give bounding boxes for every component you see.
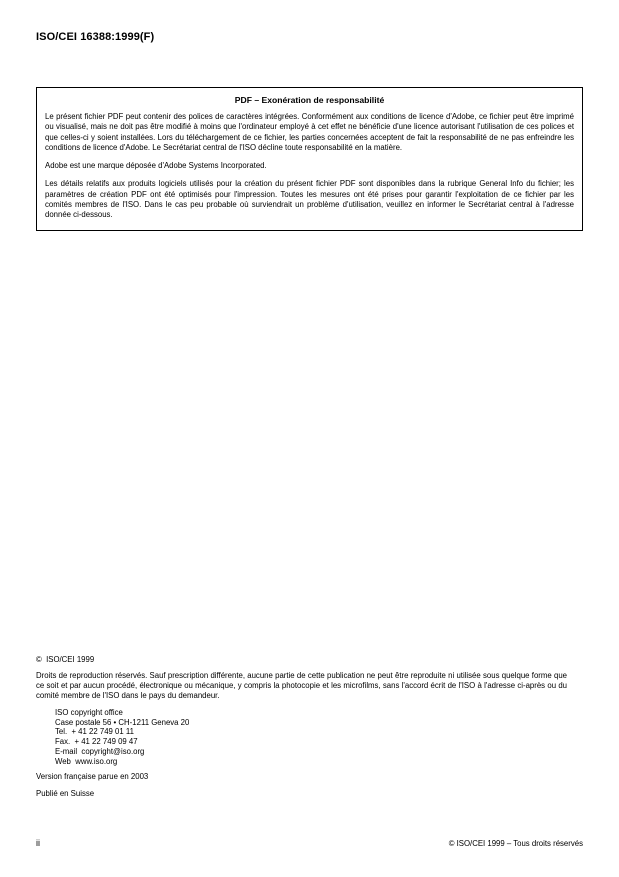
address-line-postal: Case postale 56 • CH-1211 Geneva 20 (55, 717, 190, 727)
address-line-web: Web www.iso.org (55, 756, 118, 766)
published-line: Publié en Suisse (36, 789, 95, 799)
address-line-tel: Tel. + 41 22 749 01 11 (55, 727, 134, 737)
document-reference: ISO/CEI 16388:1999(F) (36, 31, 155, 43)
disclaimer-title: PDF – Exonération de responsabilité (234, 95, 385, 105)
address-line-email: E-mail copyright@iso.org (55, 746, 145, 756)
pdf-disclaimer-box (36, 87, 583, 231)
address-line-office: ISO copyright office (55, 708, 123, 717)
page-number: ii (36, 838, 40, 848)
footer-copyright: © ISO/CEI 1999 – Tous droits réservés (448, 839, 583, 848)
iso-address-block (55, 708, 567, 766)
rights-paragraph: Droits de reproduction réservés. Sauf prescription différente, aucune partie de cette publication ne peut être reproduite ni utilisée sous quelque forme que ce soit et par aucun procédé, électronique ou mécanique, y compris la photocopie et les microfilms, sans l'accord écrit de l'ISO à l'adresse ci-après ou du comité membre de l'ISO dans le pays du demandeur. (36, 671, 567, 700)
disclaimer-paragraph-1: Le présent fichier PDF peut contenir des polices de caractères intégrées. Conformément aux conditions de licence d'Adobe, ce fichier peut être imprimé ou visualisé, mais ne doit pas être modifié à moins que l'ordinateur employé à cet effet ne bénéficie d'une licence autorisant l'utilisation de ces polices et que celles-ci y soient installées. Lors du téléchargement de ce fichier, les parties concernées acceptent de fait la responsabilité de ne pas enfreindre les conditions de licence d'Adobe. Le Secrétariat central de l'ISO décline toute responsabilité en la matière. (45, 112, 574, 152)
disclaimer-paragraph-3: Les détails relatifs aux produits logiciels utilisés pour la création du présent fichier PDF sont disponibles dans la rubrique General Info du fichier; les paramètres de création PDF ont été optimisés pour l'impression. Toutes les mesures ont été prises pour garantir l'exploitation de ce fichier par les comités membres de l'ISO. Dans le cas peu probable où surviendrait un problème d'utilisation, veuillez en informer le Secrétariat central à l'adresse donnée ci-dessous. (45, 179, 574, 220)
disclaimer-paragraph-2: Adobe est une marque déposée d'Adobe Systems Incorporated. (45, 161, 267, 171)
page-footer (36, 838, 583, 848)
copyright-notice: © ISO/CEI 1999 (36, 655, 95, 664)
address-line-fax: Fax. + 41 22 749 09 47 (55, 737, 138, 747)
version-line: Version française parue en 2003 (36, 772, 149, 782)
copyright-section (36, 655, 567, 798)
